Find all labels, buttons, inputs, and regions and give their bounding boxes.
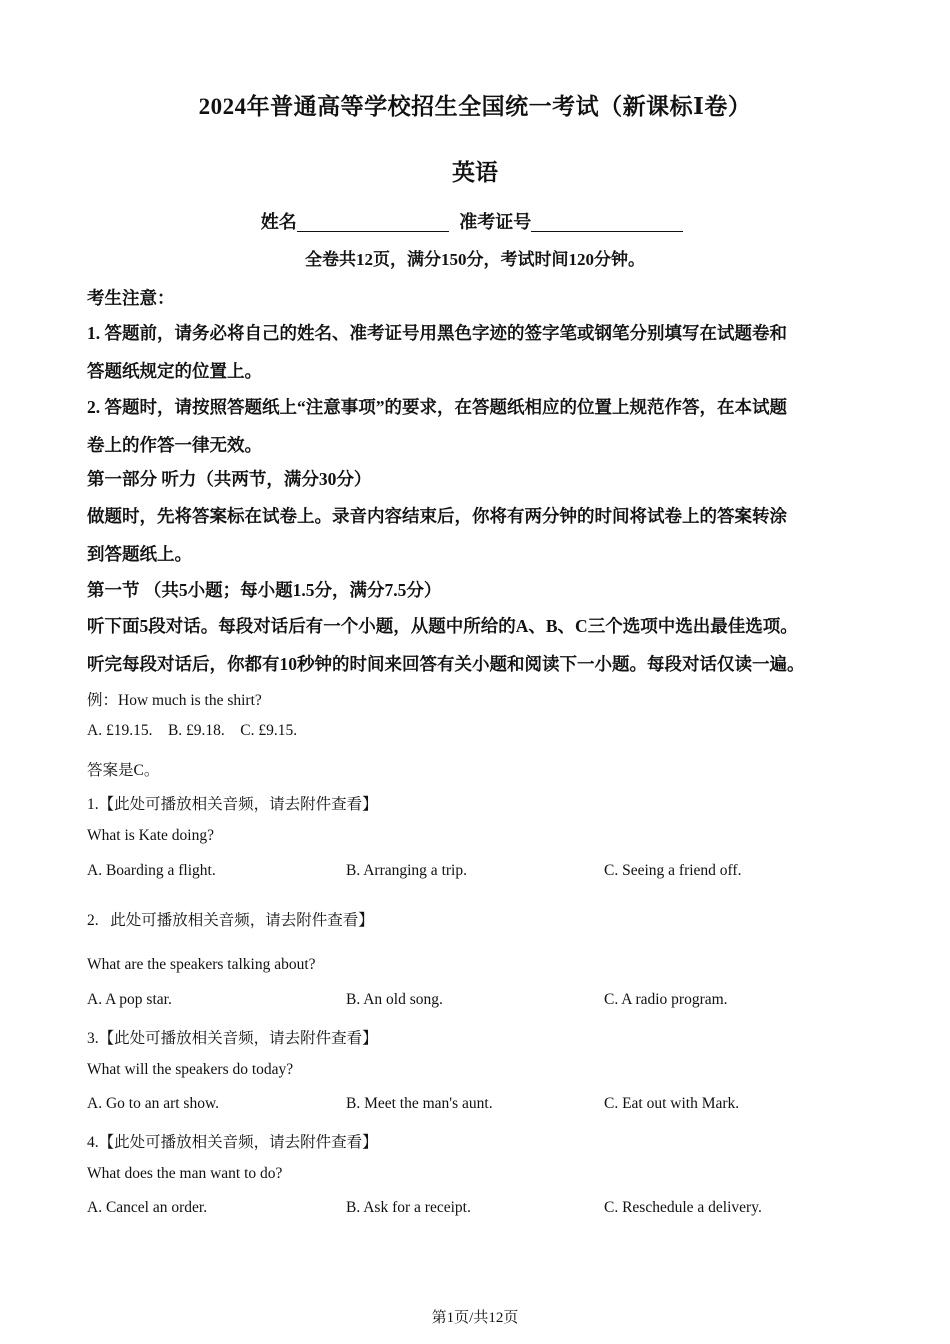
q3-option-b: B. Meet the man's aunt. bbox=[346, 1095, 493, 1112]
notice-heading: 考生注意： bbox=[87, 288, 175, 308]
example-question: 例：How much is the shirt? bbox=[87, 692, 262, 709]
q4-question: What does the man want to do? bbox=[87, 1165, 283, 1182]
section1-instruction-line-2: 听完每段对话后，你都有10秒钟的时间来回答有关小题和阅读下一小题。每段对话仅读一遍。 bbox=[87, 654, 805, 674]
notice-item-2-line-1: 2. 答题时，请按照答题纸上“注意事项”的要求，在答题纸相应的位置上规范作答，在本试题 bbox=[87, 397, 787, 417]
q3-audio-note: 3.【此处可播放相关音频，请去附件查看】 bbox=[87, 1030, 378, 1047]
part1-instruction-line-1: 做题时，先将答案标在试卷上。录音内容结束后，你将有两分钟的时间将试卷上的答案转涂 bbox=[87, 506, 787, 526]
q1-option-a: A. Boarding a flight. bbox=[87, 862, 216, 879]
q3-question: What will the speakers do today? bbox=[87, 1061, 294, 1078]
candidate-fields bbox=[0, 208, 950, 234]
q4-audio-note: 4.【此处可播放相关音频，请去附件查看】 bbox=[87, 1134, 378, 1151]
q2-audio-note: 2. 此处可播放相关音频，请去附件查看】 bbox=[87, 912, 374, 929]
example-options: A. £19.15. B. £9.18. C. £9.15. bbox=[87, 722, 298, 739]
q1-option-c: C. Seeing a friend off. bbox=[604, 862, 742, 879]
q3-option-a: A. Go to an art show. bbox=[87, 1095, 220, 1112]
q4-option-c: C. Reschedule a delivery. bbox=[604, 1199, 762, 1216]
notice-item-1-line-1: 1. 答题前，请务必将自己的姓名、准考证号用黑色字迹的签字笔或钢笔分别填写在试题卷和 bbox=[87, 323, 787, 343]
q1-question: What is Kate doing? bbox=[87, 827, 214, 844]
q3-option-c: C. Eat out with Mark. bbox=[604, 1095, 740, 1112]
part1-instruction-line-2: 到答题纸上。 bbox=[87, 544, 192, 564]
page-footer: 第1页/共12页 bbox=[431, 1310, 519, 1326]
section1-heading: 第一节 （共5小题；每小题1.5分，满分7.5分） bbox=[87, 580, 442, 600]
q2-question: What are the speakers talking about? bbox=[87, 956, 316, 973]
section1-instruction-line-1: 听下面5段对话。每段对话后有一个小题，从题中所给的A、B、C三个选项中选出最佳选项。 bbox=[87, 616, 798, 636]
q1-option-b: B. Arranging a trip. bbox=[346, 862, 467, 879]
subject-title: 英语 bbox=[452, 160, 498, 185]
q2-option-a: A. A pop star. bbox=[87, 991, 172, 1008]
id-blank bbox=[531, 211, 683, 232]
part1-heading: 第一部分 听力（共两节，满分30分） bbox=[87, 469, 372, 489]
name-blank bbox=[297, 211, 449, 232]
name-label: 姓名 bbox=[260, 212, 297, 232]
id-label: 准考证号 bbox=[459, 212, 532, 232]
q2-option-c: C. A radio program. bbox=[604, 991, 728, 1008]
exam-title: 2024年普通高等学校招生全国统一考试（新课标Ⅰ卷） bbox=[198, 94, 752, 119]
notice-item-2-line-2: 卷上的作答一律无效。 bbox=[87, 435, 262, 455]
exam-summary: 全卷共12页，满分150分，考试时间120分钟。 bbox=[305, 250, 645, 269]
q4-option-b: B. Ask for a receipt. bbox=[346, 1199, 471, 1216]
notice-item-1-line-2: 答题纸规定的位置上。 bbox=[87, 361, 262, 381]
q1-audio-note: 1.【此处可播放相关音频，请去附件查看】 bbox=[87, 796, 378, 813]
example-answer: 答案是C。 bbox=[87, 762, 160, 779]
q2-option-b: B. An old song. bbox=[346, 991, 443, 1008]
q4-option-a: A. Cancel an order. bbox=[87, 1199, 208, 1216]
